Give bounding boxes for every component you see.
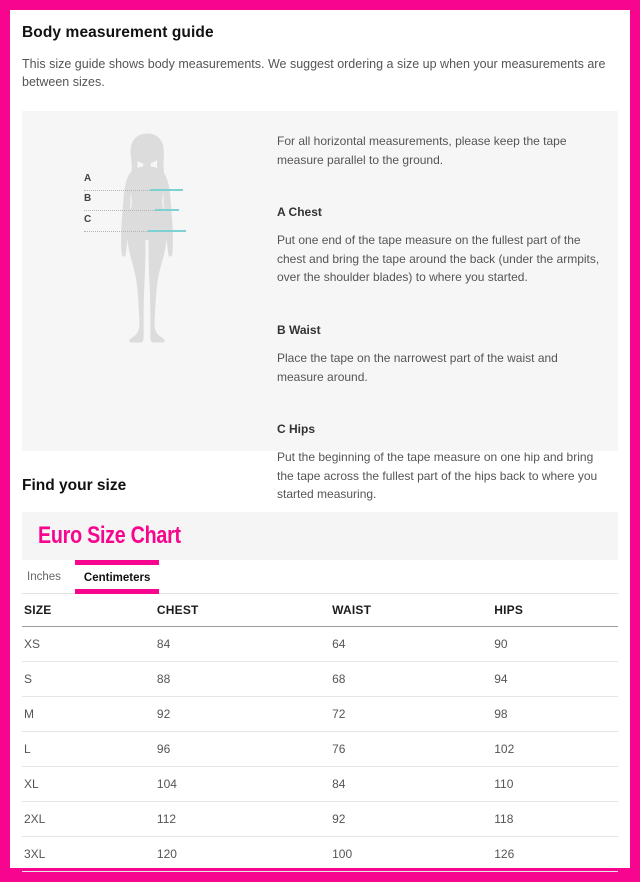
chest-cell: 112 xyxy=(155,802,330,837)
size-cell: XL xyxy=(22,767,155,802)
waist-cell: 100 xyxy=(330,837,492,872)
chest-cell: 104 xyxy=(155,767,330,802)
table-row xyxy=(22,802,618,837)
table-row xyxy=(22,732,618,767)
size-cell: M xyxy=(22,697,155,732)
table-row xyxy=(22,627,618,662)
size-guide-page xyxy=(10,10,630,872)
size-cell: L xyxy=(22,732,155,767)
size-table xyxy=(22,594,618,872)
size-cell: S xyxy=(22,662,155,697)
chest-marker-line xyxy=(84,173,183,191)
column-header-size: SIZE xyxy=(22,594,155,627)
guide-intro-text: For all horizontal measurements, please keep the tape measure parallel to the ground. xyxy=(277,134,567,167)
marker-c-dotted-line xyxy=(84,231,148,232)
marker-b-dotted-line xyxy=(84,210,155,211)
table-row xyxy=(22,662,618,697)
marker-c-label: C xyxy=(84,214,92,225)
column-header-chest: CHEST xyxy=(155,594,330,627)
table-row xyxy=(22,697,618,732)
waist-section-text: Place the tape on the narrowest part of the waist and measure around. xyxy=(277,350,558,384)
waist-marker-line xyxy=(84,193,179,211)
marker-a-dotted-line xyxy=(84,190,150,191)
chest-cell: 120 xyxy=(155,837,330,872)
waist-cell: 68 xyxy=(330,662,492,697)
page-title: Body measurement guide xyxy=(22,24,214,41)
measurement-instructions xyxy=(277,111,618,502)
hips-cell: 110 xyxy=(492,767,618,802)
size-chart-title: Euro Size Chart xyxy=(38,522,181,549)
unit-tabs xyxy=(22,560,618,594)
size-cell: 2XL xyxy=(22,802,155,837)
hips-cell: 90 xyxy=(492,627,618,662)
column-header-hips: HIPS xyxy=(492,594,618,627)
marker-a-label: A xyxy=(84,173,92,184)
body-figure-pane xyxy=(22,111,277,451)
size-chart-banner xyxy=(22,512,618,560)
chest-measure-line xyxy=(150,189,183,191)
hips-section-text: Put the beginning of the tape measure on one hip and bring the tape across the fullest part of the hips back to where you started measuring. xyxy=(277,450,598,502)
find-your-size-title: Find your size xyxy=(22,477,127,494)
hips-cell: 98 xyxy=(492,697,618,732)
hips-section-heading: C Hips xyxy=(277,422,316,437)
waist-cell: 84 xyxy=(330,767,492,802)
tab-centimeters[interactable]: Centimeters xyxy=(75,560,159,594)
size-cell: 3XL xyxy=(22,837,155,872)
hips-marker-line xyxy=(84,214,186,232)
hips-cell: 126 xyxy=(492,837,618,872)
chest-cell: 92 xyxy=(155,697,330,732)
size-cell: XS xyxy=(22,627,155,662)
hips-cell: 118 xyxy=(492,802,618,837)
chest-cell: 88 xyxy=(155,662,330,697)
waist-cell: 72 xyxy=(330,697,492,732)
hips-cell: 102 xyxy=(492,732,618,767)
table-row xyxy=(22,767,618,802)
chest-section-text: Put one end of the tape measure on the fullest part of the chest and bring the tape around the back (under the armpits, over the shoulder blades) to where you started. xyxy=(277,233,600,285)
body-silhouette-image xyxy=(117,132,177,346)
table-row xyxy=(22,837,618,872)
waist-cell: 64 xyxy=(330,627,492,662)
page-intro: This size guide shows body measurements. We suggest ordering a size up when your measurements are between sizes. xyxy=(22,57,606,89)
chest-cell: 84 xyxy=(155,627,330,662)
hips-measure-line xyxy=(148,230,186,232)
chest-cell: 96 xyxy=(155,732,330,767)
hips-cell: 94 xyxy=(492,662,618,697)
column-header-waist: WAIST xyxy=(330,594,492,627)
waist-section-heading: B Waist xyxy=(277,322,321,337)
tab-inches[interactable]: Inches xyxy=(27,571,61,583)
chest-section-heading: A Chest xyxy=(277,205,322,220)
waist-cell: 76 xyxy=(330,732,492,767)
marker-b-label: B xyxy=(84,193,92,204)
waist-cell: 92 xyxy=(330,802,492,837)
waist-measure-line xyxy=(155,209,179,211)
size-table-header-row xyxy=(22,594,618,627)
